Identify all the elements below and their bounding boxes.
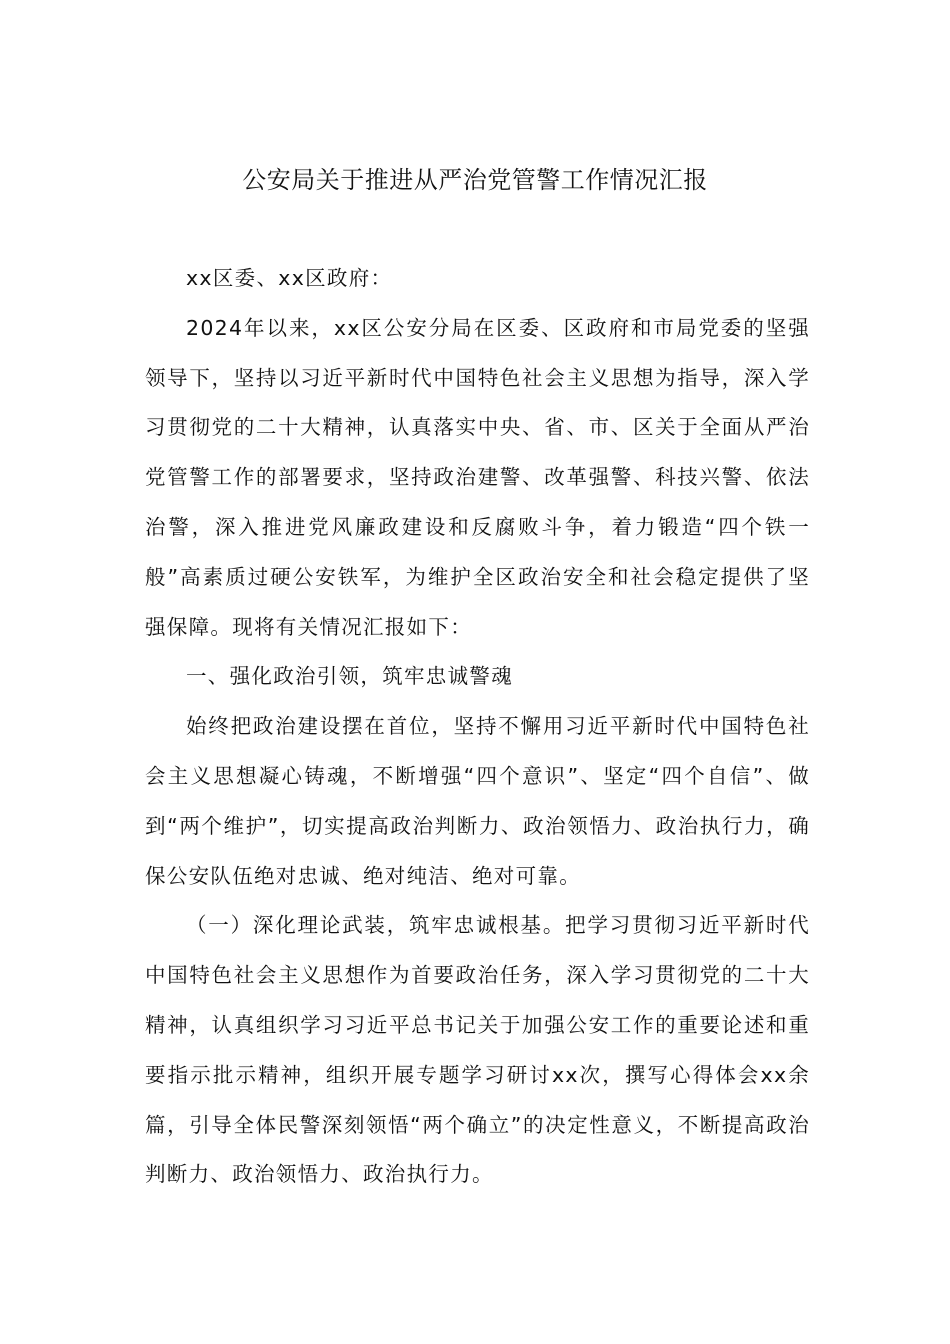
document-body (145, 254, 810, 1200)
document-title: 公安局关于推进从严治党管警工作情况汇报 (242, 166, 708, 194)
intro-paragraph: 2024年以来，xx区公安分局在区委、区政府和市局党委的坚强领导下，坚持以习近平新时代中国特色社会主义思想为指导，深入学习贯彻党的二十大精神，认真落实中央、省、市、区关于全面从严治党管警工作的部署要求，坚持政治建警、改革强警、科技兴警、依法治警，深入推进党风廉政建设和反腐败斗争，着力锻造“四个铁一般”高素质过硬公安铁军，为维护全区政治安全和社会稳定提供了坚强保障。现将有关情况汇报如下： (145, 315, 810, 639)
salutation: xx区委、xx区政府： (186, 266, 393, 290)
subsection-paragraph: （一）深化理论武装，筑牢忠诚根基。把学习贯彻习近平新时代中国特色社会主义思想作为首要政治任务，深入学习贯彻党的二十大精神，认真组织学习习近平总书记关于加强公安工作的重要论述和重要指示批示精神，组织开展专题学习研讨xx次，撰写心得体会xx余篇，引导全体民警深刻领悟“两个确立”的决定性意义，不断提高政治判断力、政治领悟力、政治执行力。 (145, 913, 810, 1187)
section-paragraph: 始终把政治建设摆在首位，坚持不懈用习近平新时代中国特色社会主义思想凝心铸魂，不断增强“四个意识”、坚定“四个自信”、做到“两个维护”，切实提高政治判断力、政治领悟力、政治执行力，确保公安队伍绝对忠诚、绝对纯洁、绝对可靠。 (145, 714, 810, 888)
section-heading: 一、强化政治引领，筑牢忠诚警魂 (186, 664, 513, 689)
